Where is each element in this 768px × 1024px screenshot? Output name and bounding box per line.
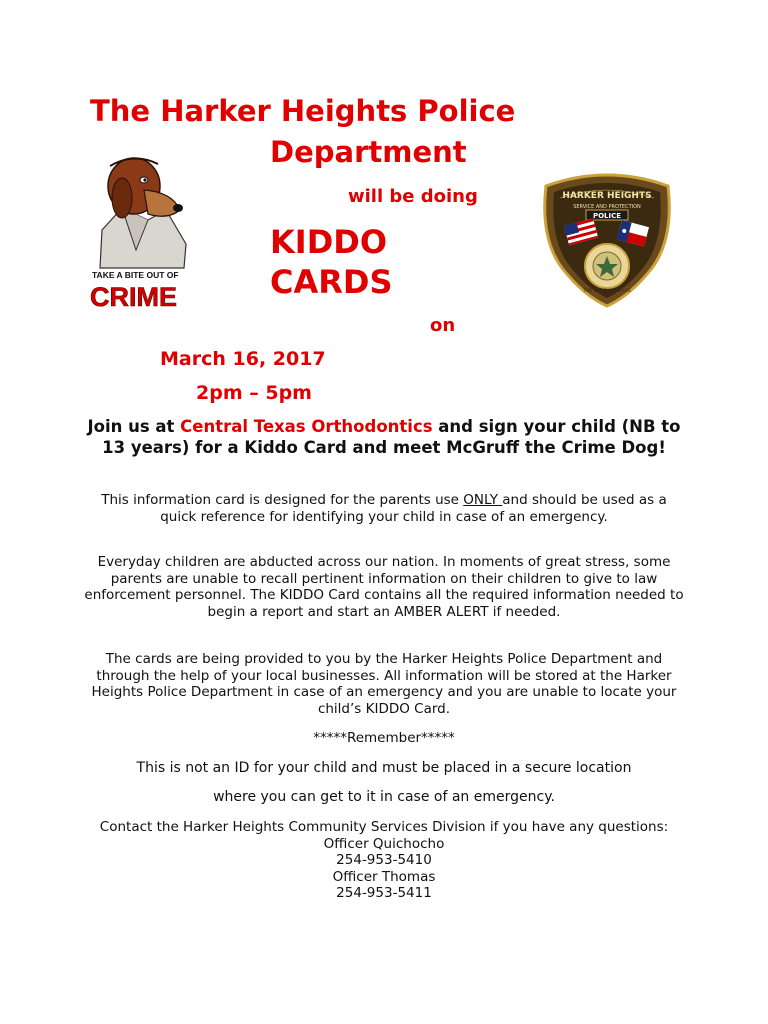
badge-top-text: HARKER HEIGHTS xyxy=(562,191,652,201)
title-line-2: Department xyxy=(270,135,467,169)
p1-text-a: This information card is designed for the parents use xyxy=(101,492,464,508)
join-suffix: and sign your child (NB to 13 years) for a Kiddo Card and meet McGruff the Crime Dog! xyxy=(102,417,681,457)
p1-only: ONLY xyxy=(463,492,503,508)
on-word: on xyxy=(430,315,456,336)
venue-name: Central Texas Orthodontics xyxy=(180,417,433,436)
officer-1-phone: 254-953-5410 xyxy=(336,852,432,868)
event-time: 2pm – 5pm xyxy=(196,382,312,404)
police-badge-patch xyxy=(540,168,674,308)
contact-block xyxy=(84,819,684,902)
join-prefix: Join us at xyxy=(87,417,181,436)
officer-1-name: Officer Quichocho xyxy=(323,835,445,852)
title-line-1: The Harker Heights Police xyxy=(90,94,516,128)
not-id-line: This is not an ID for your child and must be placed in a secure location xyxy=(136,760,632,776)
officer-2-phone: 254-953-5411 xyxy=(336,885,432,901)
badge-sub-text: SERVICE AND PROTECTION xyxy=(573,204,641,210)
kiddo-word: KIDDO xyxy=(270,223,388,261)
info-paragraph-2: Everyday children are abducted across our nation. In moments of great stress, some parents are unable to recall pertinent information on their children to give to law enforcement personnel. The KIDDO Card contains all the required information needed to begin a report and start an AMBER ALERT if needed. xyxy=(84,554,684,620)
cards-word: CARDS xyxy=(270,263,393,301)
kiddo-cards-heading xyxy=(270,222,393,302)
will-be-doing: will be doing xyxy=(348,186,478,207)
badge-police: POLICE xyxy=(592,212,622,220)
remember-line: *****Remember***** xyxy=(313,730,455,746)
p1-text-b: and should be used as a quick reference for identifying your child in case of an emergency. xyxy=(160,492,667,525)
contact-intro: Contact the Harker Heights Community Services Division if you have any questions: xyxy=(99,819,669,835)
event-date: March 16, 2017 xyxy=(160,348,326,370)
info-paragraph-1 xyxy=(84,492,684,525)
secure-location-line: where you can get to it in case of an emergency. xyxy=(213,789,555,805)
badge-seal-text: THE STATE OF TEXAS xyxy=(583,289,631,294)
join-us-paragraph xyxy=(84,416,684,458)
info-paragraph-3: The cards are being provided to you by the Harker Heights Police Department and through the help of your local businesses. All information will be stored at the Harker Heights Police Department in case of an emergency and you are unable to locate your child’s KIDDO Card. xyxy=(91,651,677,717)
logo-tagline: TAKE A BITE OUT OF xyxy=(92,270,179,280)
officer-2-name: Officer Thomas xyxy=(332,868,436,885)
logo-crime: CRIME xyxy=(90,282,177,312)
mcgruff-crime-dog-logo xyxy=(88,150,198,315)
